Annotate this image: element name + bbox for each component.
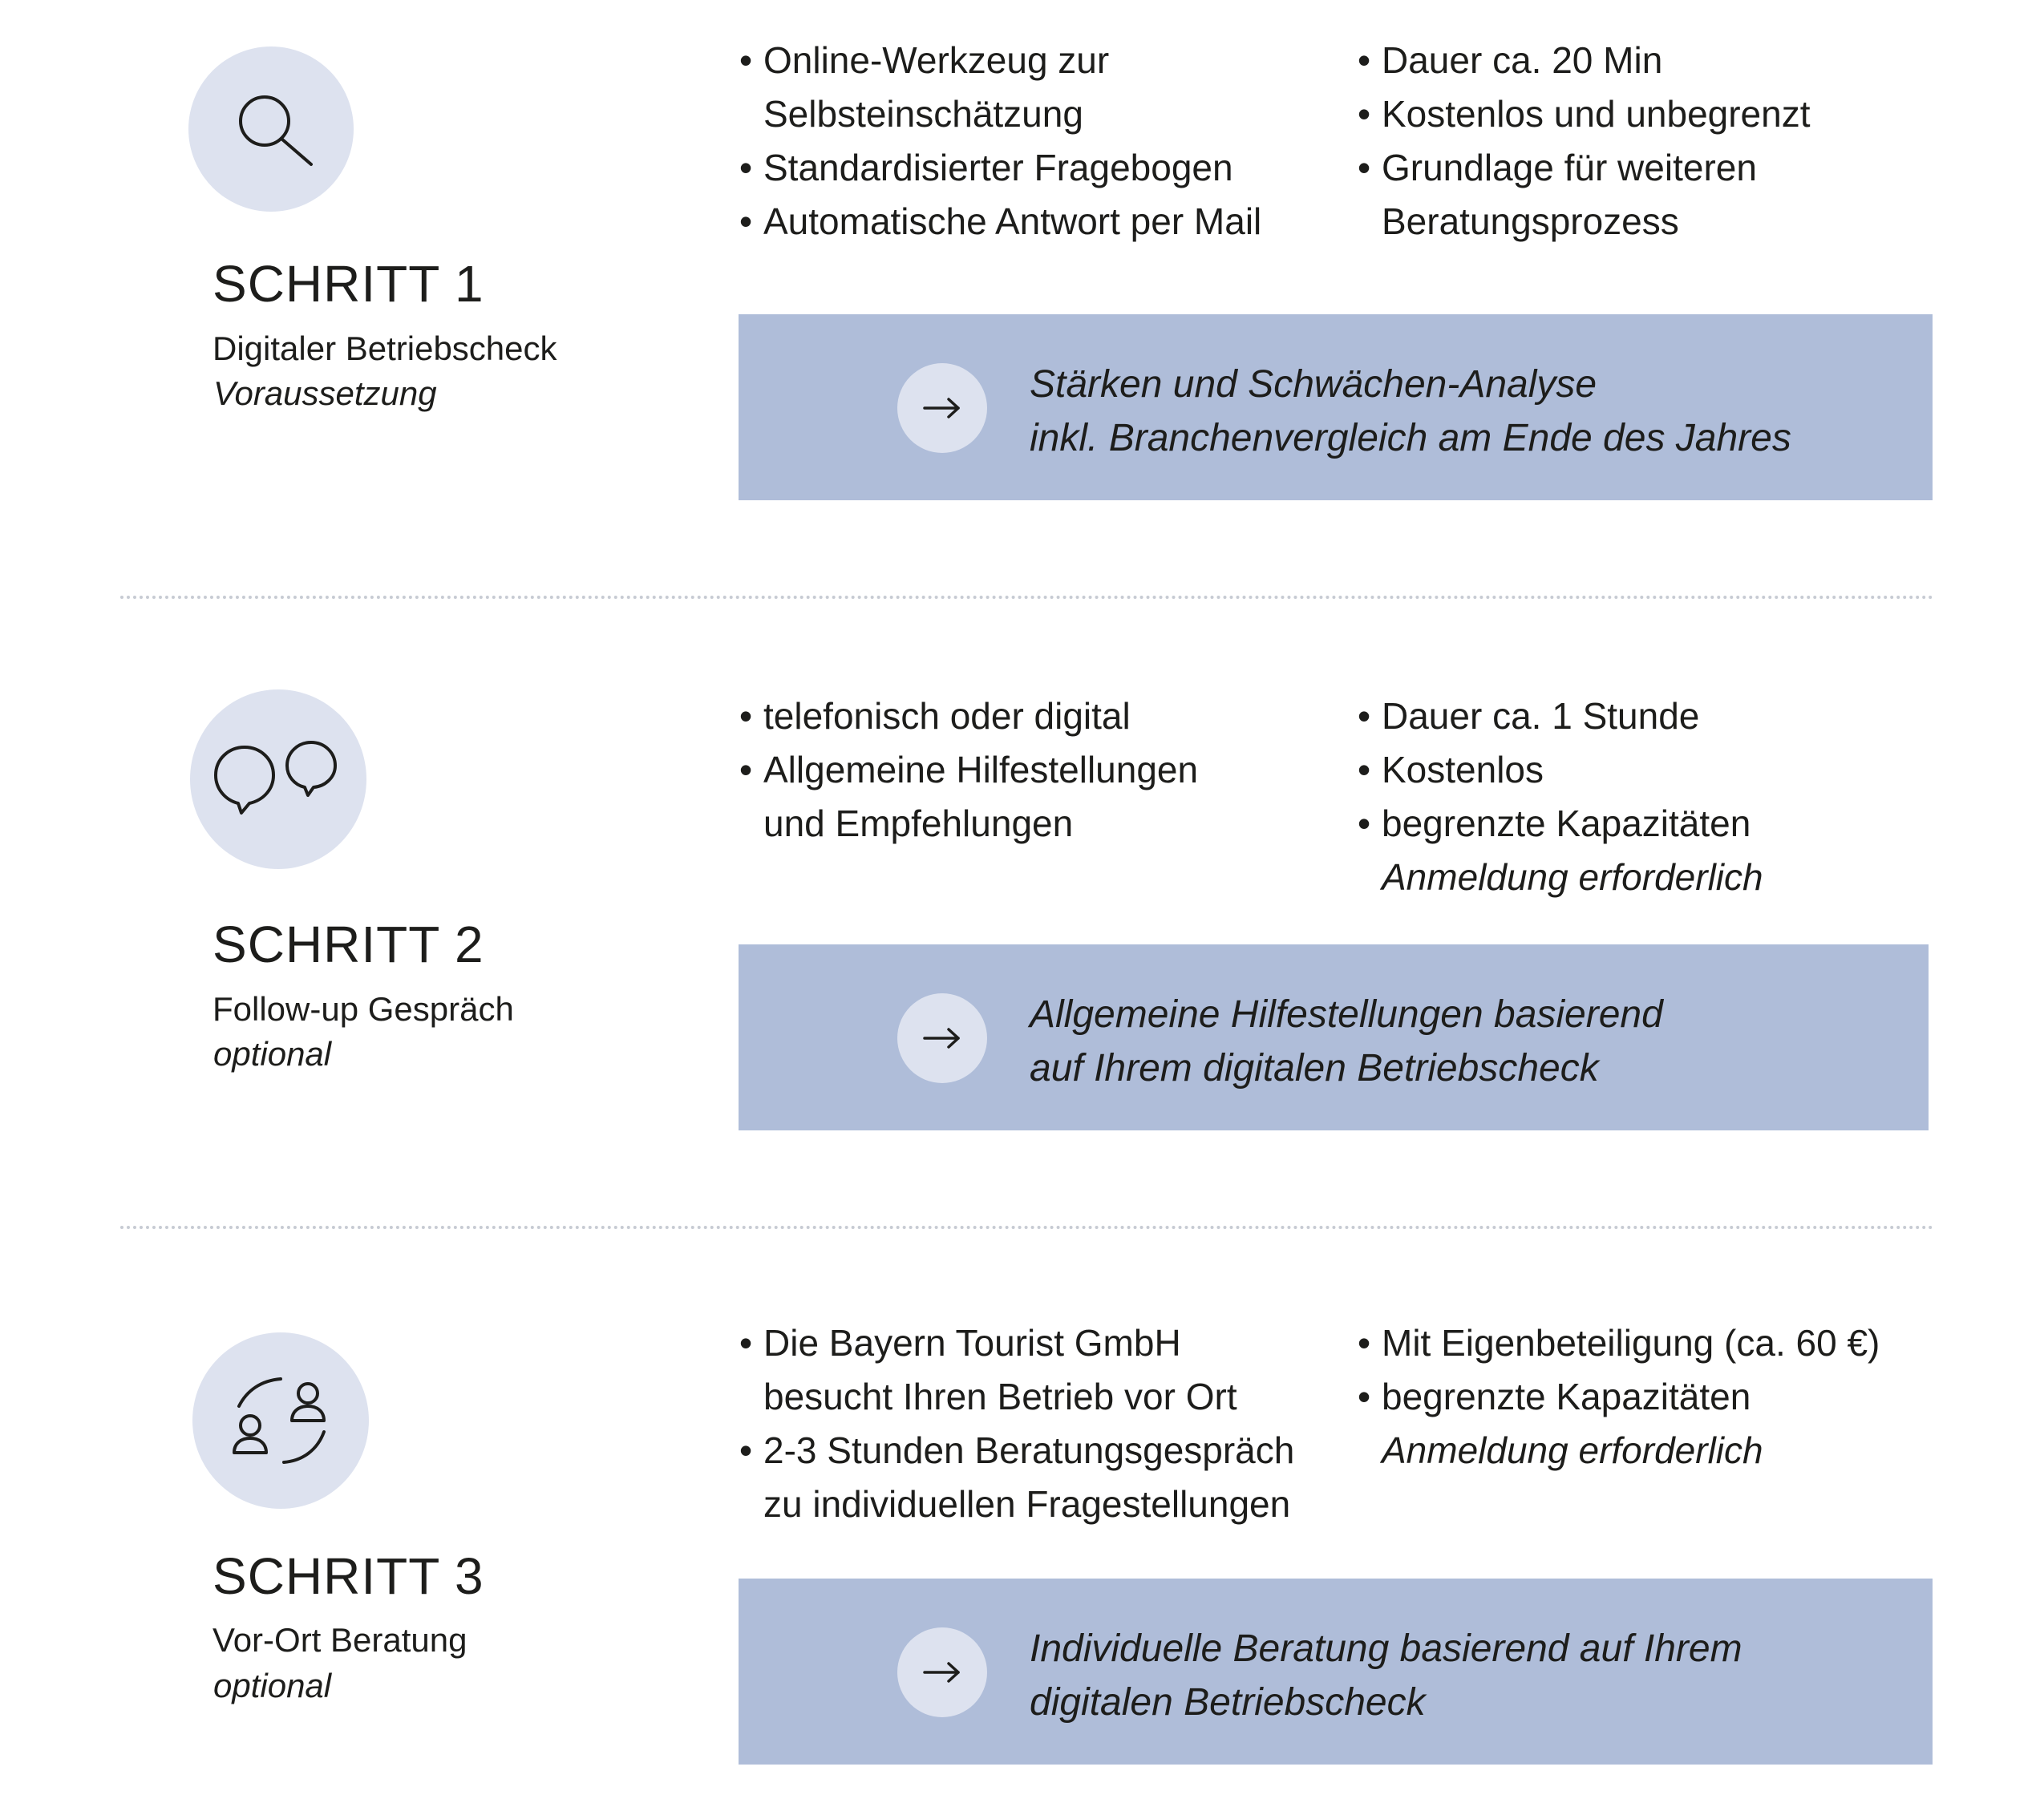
- list-item: [1358, 743, 1763, 797]
- banner-line: inkl. Branchenvergleich am Ende des Jahres: [1030, 417, 1791, 459]
- banner-line: digitalen Betriebscheck: [1030, 1681, 1426, 1724]
- list-item: [739, 1316, 1294, 1424]
- step-1-icon-circle: [188, 46, 354, 212]
- list-item-line: Grundlage für weiteren: [1382, 147, 1757, 188]
- arrow-right-icon: [918, 1656, 966, 1688]
- step-name: Vor-Ort Beratung: [212, 1621, 467, 1659]
- step-2-right-list: [1358, 689, 1763, 904]
- step-3-right-list: [1358, 1316, 1880, 1478]
- banner-text: [1030, 988, 1663, 1095]
- arrow-circle: [897, 993, 987, 1083]
- step-note: Voraussetzung: [213, 374, 437, 412]
- list-item-line: 2-3 Stunden Beratungsgespräch: [763, 1429, 1295, 1471]
- list-item-line: Dauer ca. 1 Stunde: [1382, 695, 1700, 737]
- list-item: [1358, 797, 1763, 904]
- step-name: Follow-up Gespräch: [212, 990, 514, 1028]
- banner-text: [1030, 1622, 1742, 1729]
- step-1-left-list: [739, 34, 1261, 249]
- list-item-line: Automatische Antwort per Mail: [763, 200, 1262, 242]
- banner-text: [1030, 358, 1791, 465]
- list-item: [1358, 87, 1811, 141]
- arrow-right-icon: [918, 392, 966, 424]
- section-divider: [120, 596, 1934, 599]
- list-item-note: Anmeldung erforderlich: [1382, 1429, 1763, 1471]
- banner-line: Individuelle Beratung basierend auf Ihrem: [1030, 1627, 1742, 1670]
- step-2-left-list: [739, 689, 1198, 851]
- list-item: [739, 689, 1198, 743]
- list-item: [1358, 141, 1811, 249]
- search-icon: [188, 46, 354, 212]
- list-item-line: Mit Eigenbeteiligung (ca. 60 €): [1382, 1322, 1880, 1364]
- list-item-line: Die Bayern Tourist GmbH: [763, 1322, 1181, 1364]
- step-2-result-banner: [739, 944, 1929, 1130]
- list-item-line: Dauer ca. 20 Min: [1382, 39, 1663, 81]
- list-item: [1358, 1370, 1880, 1478]
- list-item: [739, 34, 1261, 141]
- arrow-right-icon: [918, 1022, 966, 1054]
- section-divider: [120, 1226, 1934, 1229]
- list-item-line: Online-Werkzeug zur: [763, 39, 1110, 81]
- step-3-icon-circle: [192, 1332, 369, 1509]
- banner-line: auf Ihrem digitalen Betriebscheck: [1030, 1047, 1599, 1090]
- list-item: [739, 195, 1261, 249]
- list-item-line: begrenzte Kapazitäten: [1382, 1376, 1751, 1417]
- step-1-result-banner: [739, 314, 1933, 500]
- step-title: SCHRITT 3: [212, 1547, 484, 1605]
- arrow-circle: [897, 363, 987, 453]
- step-note: optional: [213, 1035, 332, 1073]
- list-item: [1358, 1316, 1880, 1370]
- list-item-line: telefonisch oder digital: [763, 695, 1131, 737]
- step-title: SCHRITT 1: [212, 255, 484, 313]
- step-1-right-list: [1358, 34, 1811, 249]
- speech-bubbles-icon: [190, 689, 366, 869]
- list-item: [739, 141, 1261, 195]
- banner-line: Allgemeine Hilfestellungen basierend: [1030, 993, 1663, 1036]
- step-2-icon-circle: [190, 689, 366, 869]
- list-item-line: Allgemeine Hilfestellungen: [763, 749, 1199, 790]
- list-item: [1358, 34, 1811, 87]
- list-item-line: begrenzte Kapazitäten: [1382, 802, 1751, 844]
- banner-line: Stärken und Schwächen-Analyse: [1030, 363, 1597, 406]
- list-item-line: und Empfehlungen: [763, 802, 1074, 844]
- list-item-line: Kostenlos und unbegrenzt: [1382, 93, 1811, 135]
- list-item-line: Beratungsprozess: [1382, 200, 1679, 242]
- list-item-line: Kostenlos: [1382, 749, 1544, 790]
- list-item-note: Anmeldung erforderlich: [1382, 856, 1763, 898]
- list-item: [739, 743, 1198, 851]
- step-name: Digitaler Betriebscheck: [212, 329, 557, 367]
- list-item-line: besucht Ihren Betrieb vor Ort: [763, 1376, 1237, 1417]
- arrow-circle: [897, 1627, 987, 1717]
- list-item-line: Standardisierter Fragebogen: [763, 147, 1233, 188]
- list-item: [1358, 689, 1763, 743]
- list-item: [739, 1424, 1294, 1531]
- step-3-result-banner: [739, 1579, 1933, 1765]
- list-item-line: Selbsteinschätzung: [763, 93, 1083, 135]
- step-title: SCHRITT 2: [212, 916, 484, 973]
- step-note: optional: [213, 1667, 332, 1704]
- list-item-line: zu individuellen Fragestellungen: [763, 1483, 1291, 1525]
- people-exchange-icon: [192, 1332, 369, 1509]
- step-3-left-list: [739, 1316, 1294, 1531]
